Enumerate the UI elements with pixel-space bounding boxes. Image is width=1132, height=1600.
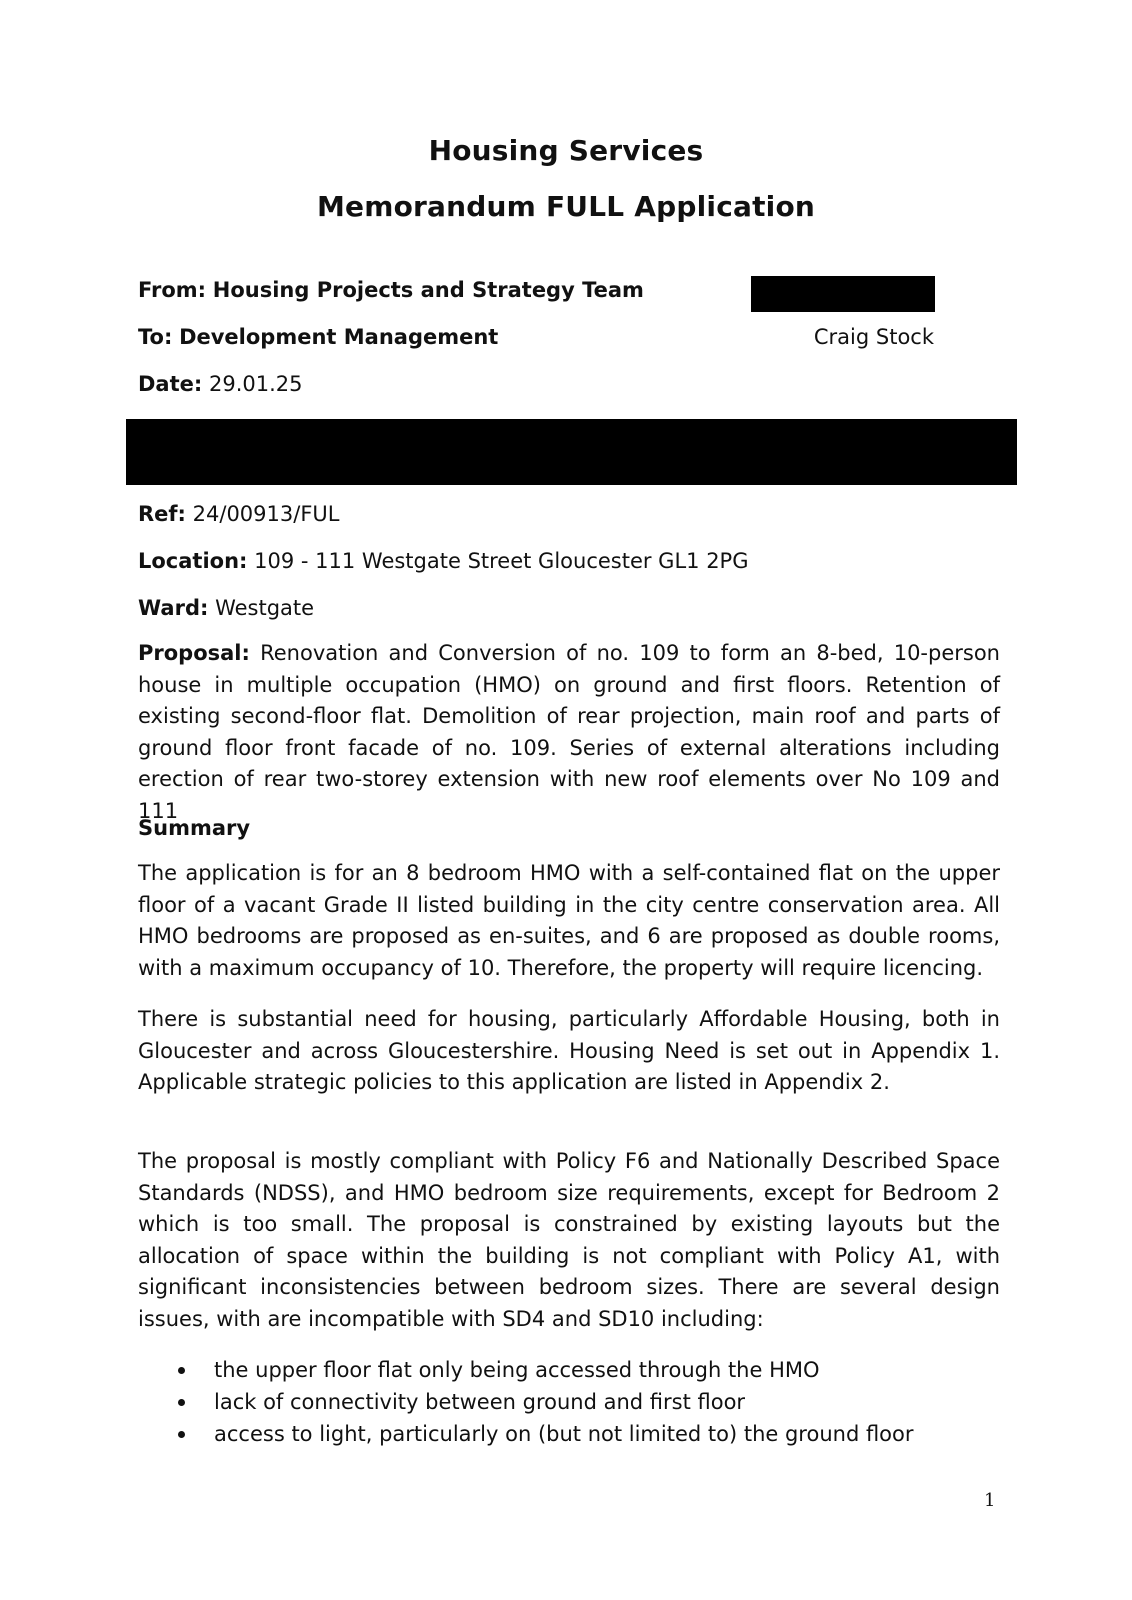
document-subtitle: Memorandum FULL Application <box>316 190 816 223</box>
list-item <box>138 1418 914 1450</box>
memo-from-line <box>138 278 644 302</box>
list-item <box>138 1386 914 1418</box>
summary-paragraph-3: The proposal is mostly compliant with Policy F6 and Nationally Described Space Standards (NDSS), and HMO bedroom size requirements, except for Bedroom 2 which is too small. The proposal is constrained by existing layouts but the allocation of space within the building is not compliant with Policy A1, with significant inconsistencies between bedroom sizes. There are several design issues, with are incompatible with SD4 and SD10 including: <box>138 1149 1000 1331</box>
memo-date-line <box>138 372 303 396</box>
location-value: 109 - 111 Westgate Street Gloucester GL1 2PG <box>254 549 749 573</box>
proposal-label: Proposal: <box>138 641 250 665</box>
memo-date-label: Date: <box>138 372 203 396</box>
memo-from-label: From: <box>138 278 207 302</box>
redaction-block-small <box>751 276 935 312</box>
ward-value: Westgate <box>215 596 315 620</box>
ward-label: Ward: <box>138 596 209 620</box>
memo-from-value: Housing Projects and Strategy Team <box>212 278 644 302</box>
summary-heading: Summary <box>138 816 251 840</box>
page-number: 1 <box>984 1490 996 1511</box>
document-title: Housing Services <box>428 134 704 167</box>
proposal-paragraph <box>138 638 1000 827</box>
memo-author: Craig Stock <box>813 325 934 349</box>
ref-line <box>138 502 339 526</box>
bullet-icon <box>178 1399 185 1406</box>
memo-to-line <box>138 325 498 349</box>
redaction-block-wide <box>126 419 1017 485</box>
list-item <box>138 1354 914 1386</box>
issues-list <box>138 1354 914 1450</box>
ref-label: Ref: <box>138 502 186 526</box>
location-line <box>138 549 749 573</box>
summary-paragraph-1: The application is for an 8 bedroom HMO with a self-contained flat on the upper floor of a vacant Grade II listed building in the city centre conservation area. All HMO bedrooms are proposed as en-suites, and 6 are proposed as double rooms, with a maximum occupancy of 10. Therefore, the property will require licencing. <box>138 861 1000 980</box>
ward-line <box>138 596 314 620</box>
list-item-text: lack of connectivity between ground and first floor <box>214 1390 746 1414</box>
bullet-icon <box>178 1431 185 1438</box>
location-label: Location: <box>138 549 248 573</box>
summary-paragraph-2: There is substantial need for housing, particularly Affordable Housing, both in Gloucester and across Gloucestershire. Housing Need is set out in Appendix 1. Applicable strategic policies to this application are listed in Appendix 2. <box>138 1007 1000 1094</box>
proposal-value: Renovation and Conversion of no. 109 to form an 8-bed, 10-person house in multiple occupation (HMO) on ground and first floors. Retention of existing second-floor flat. Demolition of rear projection, main roof and parts of ground floor front facade of no. 109. Series of external alterations including erection of rear two-storey extension with new roof elements over No 109 and 111 <box>138 641 1000 823</box>
bullet-icon <box>178 1367 185 1374</box>
list-item-text: access to light, particularly on (but not limited to) the ground floor <box>214 1422 914 1446</box>
ref-value: 24/00913/FUL <box>192 502 340 526</box>
memo-to-label: To: <box>138 325 173 349</box>
memo-date-value: 29.01.25 <box>208 372 303 396</box>
list-item-text: the upper floor flat only being accessed through the HMO <box>214 1358 820 1382</box>
memo-to-value: Development Management <box>179 325 499 349</box>
